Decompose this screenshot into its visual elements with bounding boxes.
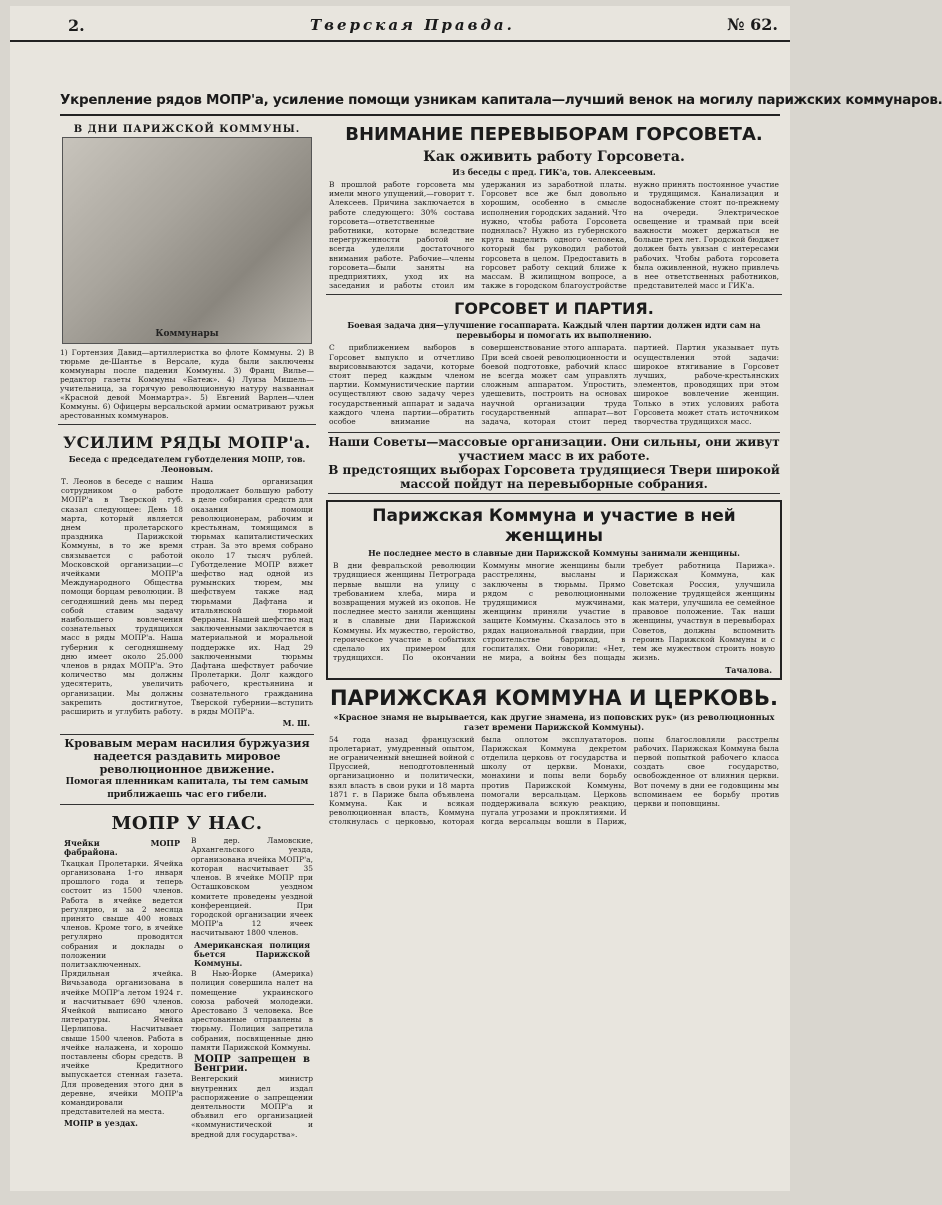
american-police-article: В Нью-Йорке (Америка) полиция совершила налет на помещение украинского союза рабочей молодежи. Арестовано 3 человека. Все арестованные отправлены в тюрьму. Полиция запретила собрания, посвященные дню памяти Парижской Коммуны.: [191, 969, 313, 1052]
women-article: В дни февральской революции трудящиеся женщины Петрограда первые вышли на улицу с требованием хлеба, мира и возвращения мужей из окопов. Не последнее место заняли женщины и в славные дни Парижской Коммуны. Их мужество, геройство, героическое участие в событиях сделало их примером для трудящихся. По окончании Коммуны многие женщины были расстреляны, высланы и заключены в тюрьмы. Прямо рядом с революционными трудящимися мужчинами, женщины приняли участие в защите Коммуны. Сказалось это в рядах национальной гвардии, при строительстве баррикад, в госпиталях. Они говорили: «Нет, не мира, а войны без пощады требует работница Парижа». Парижская Коммуна, как Советская Россия, улучшила положение трудящейся женщины как матери, улучшила ее семейное правовое положение. Так наши женщины, участвуя в перевыборах Советов, должны вспомнить героинь Парижской Коммуны и с тем же мужеством строить новую жизнь.: [333, 561, 775, 663]
newspaper-title: Тверская Правда.: [310, 16, 515, 34]
hungary-article: Венгерский министр внутренних дел издал распоряжение о запрещении деятельности МОПР'а и объявил его организацией «коммунистической и вредной для государства».: [191, 1074, 313, 1139]
church-article: 54 года назад французский пролетариат, умудренный опытом, не ограниченный внешней войной с Пруссией, неподготовленный организационно и политически, взял власть в свои руки и 18 марта 1871 г. в Париже была объявлена Коммуна. Как и всякая революционная власть, Коммуна столкнулась с церковью, которая была оплотом эксплуататоров. Парижская Коммуна декретом отделила церковь от государства и школу от церкви. Монахи, монахини и попы вели борьбу против Парижской Коммуны, помогали версальцам. Церковь поддерживала всякую реакцию, пугала угрозами и проклятиями. И когда версальцы вошли в Париж, попы благословляли расстрелы рабочих. Парижская Коммуна была первой попыткой рабочего класса создать свое государство, освобожденное от влияния церкви. Вот почему в дни ее годовщины мы вспоминаем ее борьбу против церкви и поповщины.: [329, 734, 779, 827]
american-police-headline: Американская полиция бьется Парижской Коммуны.: [194, 939, 310, 968]
elections-note: Из беседы с пред. ГИК'а, тов. Алексеевым.: [452, 167, 656, 177]
masthead: [10, 14, 790, 42]
left-column: [58, 120, 316, 1185]
women-signature: Тачалова.: [725, 664, 772, 675]
slogan-violence: [60, 734, 314, 805]
slogan-line-2: Помогая пленникам капитала, ты тем самым приближаешь час его гибели.: [65, 777, 309, 801]
elections-article: В прошлой работе горсовета мы имели много упущений,—говорит т. Алексеев. Причина заключается в работе следующего: 30% состава горсовета—ответственные работники, которые вследствие перегруженности работой не всегда уделяли достаточного внимания работе. Рабочие—члены горсовета—были заняты на предприятиях, уход их на заседания и работы стоил им удержания из заработной платы. Горсовет все же был довольно хорошим, особенно в смысле исполнения городских заданий. Что нужно, чтобы работа Горсовета поднялась? Нужно из губернского круга выделить одного человека, который бы руководил работой горсовета в целом. Предоставить в горсовет работу секций ближе к массам. В жилищном вопросе, а также в городском благоустройстве нужно принять постоянное участие и трудящимся. Канализация и водоснабжение стоят по-прежнему на очереди. Электрическое освещение и трамвай при всей важности может держаться не больше трех лет. Городской бюджет должен быть увязан с интересами рабочих. Чтобы работа горсовета была оживленной, нужно привлечь в нее ответственных работников, представителей масс и ГИК'а.: [329, 180, 779, 291]
mopr-headline: УСИЛИМ РЯДЫ МОПР'а.: [63, 433, 311, 452]
church-subhead: «Красное знамя не вырывается, как другие знамена, из поповских рук» (из революционных газет времени Парижской Коммуны).: [333, 711, 775, 732]
mopr-signature: М. Ш.: [282, 718, 310, 729]
women-subhead: Не последнее место в славные дни Парижской Коммуны занимали женщины.: [368, 548, 740, 559]
sovety-slogan-2: В предстоящих выборах Горсовета трудящиеся Твери широкой массой пойдут на перевыборные собрания.: [328, 463, 780, 492]
illustration-kicker: В ДНИ ПАРИЖСКОЙ КОММУНЫ.: [73, 124, 301, 135]
illustration-caption: 1) Гортензия Давид—артиллеристка во флоте Коммуны. 2) В тюрьме де-Шантье в Версале, куда были заключены коммунары после падения Коммуны. 3) Франц Вилье—редактор газеты Коммуны «Батеж». 4) Луиза Мишель—учительница, за горячую революционную натуру названная «Красной девой Монмартра». 5) Евгений Варлен—член Коммуны. 6) Офицеры версальской армии осматривают ружья арестованных коммунаров.: [60, 348, 314, 420]
banner-headline: Укрепление рядов МОПР'а, усиление помощи узникам капитала—лучший венок на могилу парижских коммунаров.: [60, 86, 780, 116]
issue-number: № 62.: [727, 15, 778, 34]
right-column: [326, 120, 782, 1185]
mopr-us-headline: МОПР У НАС.: [111, 813, 263, 835]
illustration-label: Коммунары: [155, 329, 219, 339]
mopr-article: Т. Леонов в беседе с нашим сотрудником о работе МОПР'а в Тверской губ. сказал следующее: День 18 марта, который является днем пролетарского праздника Парижской Коммуны, в то же время связывается с работой Московской организации—с ячейками МОПР'а Международного Общества помощи борцам революции. В сегодняшний день мы перед собой ставим задачу наибольшего вовлечения сознательных трудящихся масс в ряды МОПР'а. Наша губерния к сегодняшнему дню имеет около 25.000 членов в рядах МОПР'а. Это количество мы должны удесятерить, увеличить организации. Мы должны закрепить достигнутое, расширить и углубить работу. Наша организация продолжает большую работу в деле собирания средств для оказания помощи революционерам, рабочим и крестьянам, томящимся в тюрьмах капиталистических стран. За это время собрано около 17 тысяч рублей. Губотделение МОПР вяжет шефство над одной из румынских тюрем, мы шефствуем также над тюрьмами Дафтана и итальянской тюрьмой Ферраны. Нашей шефство над заключенными заключается в материальной и моральной поддержке их. Над 29 заключенными тюрьмы Дафтана шефствует рабочие Пролетарки. Долг каждого рабочего, крестьянина и сознательного гражданина Тверской губернии—вступить в ряды МОПР'а.: [61, 477, 313, 717]
page-number: 2.: [68, 16, 85, 35]
cells-article: Ткацкая Пролетарки. Ячейка организована 1-го января прошлого года и теперь состоит из 1500 членов. Работа в ячейке ведется регулярно, и за 2 месяца принято свыше 400 новых членов. Кроме того, в ячейке регулярно проводятся собрания и доклады о положении политзаключенных. Прядильная ячейка. Вичьзавода организована в ячейке МОПР'а летом 1924 г. и насчитывает 690 членов. Ячейкой выписано много литературы. Ячейка Церлипова. Насчитывает свыше 1500 членов. Работа в ячейке налажена, и хорошо поставлены сборы средств. В ячейке Кредитного выпускается стенная газета. Для проведения этого дня в деревне, ячейки МОПР'а командировали представителей на места.: [61, 858, 183, 1117]
slogan-line-1: Кровавым мерам насилия буржуазия надеется раздавить мировое революционное движение.: [64, 737, 310, 777]
hungary-headline: МОПР запрещен в Венгрии.: [194, 1053, 310, 1075]
newspaper-page: [10, 6, 942, 1191]
women-section: [326, 500, 782, 679]
uezd-article: В дер. Ламовские, Архангельского уезда, организована ячейка МОПР'а, которая насчитывает 35 членов. В ячейке МОПР при Осташковском уездном комитете проведены уездной конференцией. При городской организации ячеек МОПР'а 12 ячеек насчитывают 1800 членов.: [191, 836, 313, 938]
mopr-subhead: Беседа с председателем губотделения МОПР, тов. Леоновым.: [68, 454, 306, 474]
elections-subhead: Как оживить работу Горсовета.: [423, 149, 685, 165]
women-headline: Парижская Коммуна и участие в ней женщины: [372, 506, 736, 547]
sovety-slogan-1: Наши Советы—массовые организации. Они сильны, они живут участием масс в их работе.: [328, 435, 780, 464]
uezd-headline: МОПР в уездах.: [64, 1118, 138, 1129]
commune-illustration: [62, 137, 312, 344]
sovety-slogan: [328, 432, 780, 494]
cells-headline: Ячейки МОПР фабрайона.: [64, 838, 180, 858]
mopr-us-columns: [61, 836, 313, 1139]
party-article: С приближением выборов в Горсовет выпукло и отчетливо вырисовываются задачи, которые стоят перед каждым членом партии. Коммунистические партии осуществляют свою задачу через государственный аппарат и задача каждого члена партии—обратить особое внимание на совершенствование этого аппарата. При всей своей революционности и боевой подготовке, рабочий класс не всегда может сам управлять сложным аппаратом. Упростить, удешевить, построить на основах научной организации труда государственный аппарат—вот задача, которая стоит перед партией. Партия указывает путь осуществления этой задачи: широкое втягивание в Горсовет лучших, рабоче-крестьянских элементов, проводящих при этом широкое вовлечение женщин. Только в этих условиях работа Горсовета может стать источником творчества трудящихся масс.: [329, 343, 779, 427]
divider: [58, 424, 316, 425]
church-headline: ПАРИЖСКАЯ КОММУНА И ЦЕРКОВЬ.: [329, 685, 779, 710]
divider: [326, 294, 782, 295]
party-subhead: Боевая задача дня—улучшение госаппарата. Каждый член партии должен идти сам на перевыборы и помогать их выполнению.: [347, 320, 761, 341]
party-headline: ГОРСОВЕТ И ПАРТИЯ.: [454, 299, 654, 319]
elections-headline: ВНИМАНИЕ ПЕРЕВЫБОРАМ ГОРСОВЕТА.: [345, 124, 763, 145]
